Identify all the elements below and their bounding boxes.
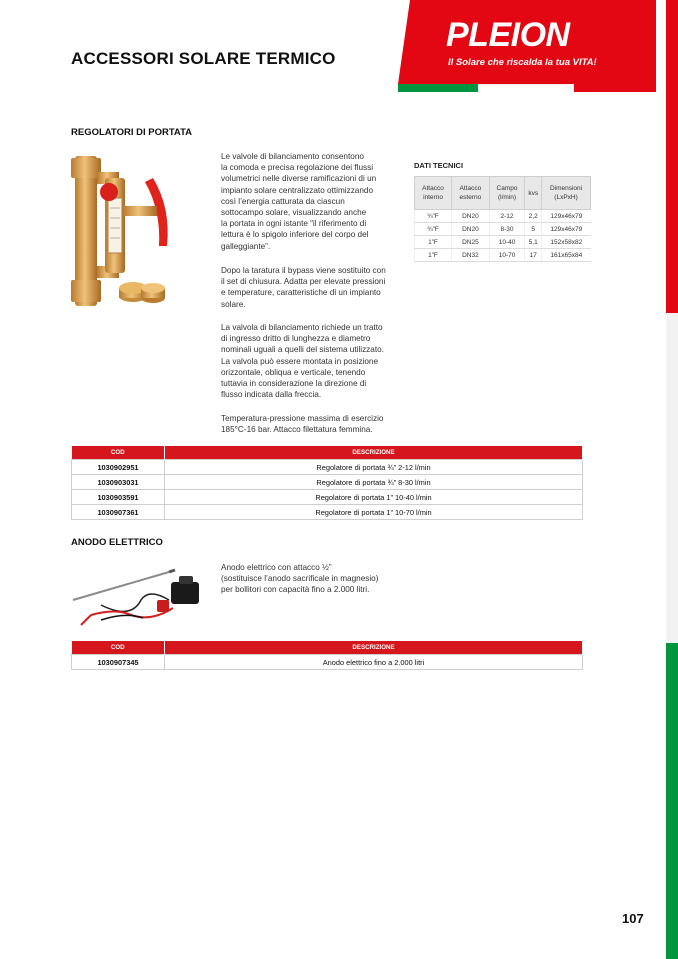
- paragraph-3: La valvola di bilanciamento richiede un tratto di ingresso dritto di lunghezza e diametro nominali uguali a quelli del sistema utilizzato. La valvola può essere montata in posizione orizzontale, obliqua e verticale, tenendo tuttavia in considerazione la direzione di flusso indicata dalla freccia.: [221, 323, 384, 400]
- tech-cell: 2,2: [525, 210, 542, 223]
- tech-cell: DN20: [452, 210, 490, 223]
- side-bar-white: [666, 313, 678, 643]
- tech-cell: ¾”F: [415, 223, 452, 236]
- side-bar-green: [666, 643, 678, 959]
- tech-cell: DN25: [452, 236, 490, 249]
- tech-title: DATI TECNICI: [414, 161, 464, 170]
- tech-header: Attacco interno: [415, 177, 452, 210]
- tech-row: [415, 249, 591, 262]
- product-table-anodo: [71, 641, 583, 670]
- product-code: 1030907345: [72, 655, 165, 670]
- paragraph-1: Le valvole di bilanciamento consentono la comoda e precisa regolazione dei flussi volumetrici nelle diverse ramificazioni di un impianto solare centralizzato ottimizzando così l’energia catturata da ciascun sottocampo solare, visualizzando anche la portata in ogni istante “il riferimento di lettura è lo spigolo inferiore del corpo del galleggiante”.: [221, 152, 377, 251]
- tech-cell: 5: [525, 223, 542, 236]
- col-header-cod: COD: [72, 446, 165, 460]
- flow-regulator-valve-icon: [71, 148, 186, 318]
- brand-stripe-green: [398, 84, 478, 92]
- side-bar-red: [666, 0, 678, 313]
- tech-row: [415, 223, 591, 236]
- page-title: ACCESSORI SOLARE TERMICO: [71, 49, 336, 68]
- table-row: [72, 655, 583, 670]
- tech-cell: 5,1: [525, 236, 542, 249]
- tech-cell: 8-30: [489, 223, 525, 236]
- product-description: Regolatore di portata 1” 10-40 l/min: [165, 490, 583, 505]
- brand-logo: PLEION: [446, 16, 570, 54]
- tech-cell: 2-12: [489, 210, 525, 223]
- tech-header: kvs: [525, 177, 542, 210]
- tech-cell: 17: [525, 249, 542, 262]
- tech-row: [415, 236, 591, 249]
- product-description: Regolatore di portata 1” 10-70 l/min: [165, 505, 583, 520]
- tech-table: [414, 176, 591, 262]
- product-description: Regolatore di portata ¾” 8-30 l/min: [165, 475, 583, 490]
- table-row: [72, 505, 583, 520]
- section-heading-regolatori: REGOLATORI DI PORTATA: [71, 127, 193, 138]
- brand-stripe-red: [574, 84, 656, 92]
- table-row: [72, 490, 583, 505]
- section-heading-anodo: ANODO ELETTRICO: [71, 537, 163, 548]
- anodo-description: Anodo elettrico con attacco ½” (sostituisce l’anodo sacrificale in magnesio) per bollitori con capacità fino a 2.000 litri.: [221, 563, 379, 595]
- table-row: [72, 475, 583, 490]
- tech-header: Dimensioni (LxPxH): [542, 177, 591, 210]
- col-header-descrizione: DESCRIZIONE: [165, 641, 583, 655]
- product-code: 1030907361: [72, 505, 165, 520]
- col-header-descrizione: DESCRIZIONE: [165, 446, 583, 460]
- product-code: 1030903591: [72, 490, 165, 505]
- product-code: 1030902951: [72, 460, 165, 475]
- product-description: Regolatore di portata ¾” 2-12 l/min: [165, 460, 583, 475]
- product-table-regolatori: [71, 446, 583, 520]
- product-description: Anodo elettrico fino a 2.000 litri: [165, 655, 583, 670]
- page-number: 107: [622, 911, 644, 926]
- paragraph-2: Dopo la taratura il bypass viene sostituito con il set di chiusura. Adatta per elevate pressioni e temperature, caratteristiche di un impianto solare.: [221, 266, 386, 309]
- tech-cell: 1”F: [415, 249, 452, 262]
- tech-cell: 129x46x79: [542, 223, 591, 236]
- tech-header: Campo (l/min): [489, 177, 525, 210]
- tech-header: Attacco esterno: [452, 177, 490, 210]
- tech-cell: ¾”F: [415, 210, 452, 223]
- brand-tagline: Il Solare che riscalda la tua VITA!: [448, 57, 597, 68]
- paragraph-4: Temperatura-pressione massima di esercizio 185°C-16 bar. Attacco filettatura femmina.: [221, 414, 384, 435]
- tech-cell: DN32: [452, 249, 490, 262]
- tech-cell: 129x46x79: [542, 210, 591, 223]
- product-code: 1030903031: [72, 475, 165, 490]
- tech-cell: 10-40: [489, 236, 525, 249]
- tech-cell: DN20: [452, 223, 490, 236]
- tech-cell: 161x65x84: [542, 249, 591, 262]
- electric-anode-icon: [71, 560, 206, 630]
- table-row: [72, 460, 583, 475]
- tech-cell: 10-70: [489, 249, 525, 262]
- brand-stripe-white: [478, 84, 574, 93]
- tech-row: [415, 210, 591, 223]
- col-header-cod: COD: [72, 641, 165, 655]
- tech-cell: 1”F: [415, 236, 452, 249]
- tech-cell: 152x58x82: [542, 236, 591, 249]
